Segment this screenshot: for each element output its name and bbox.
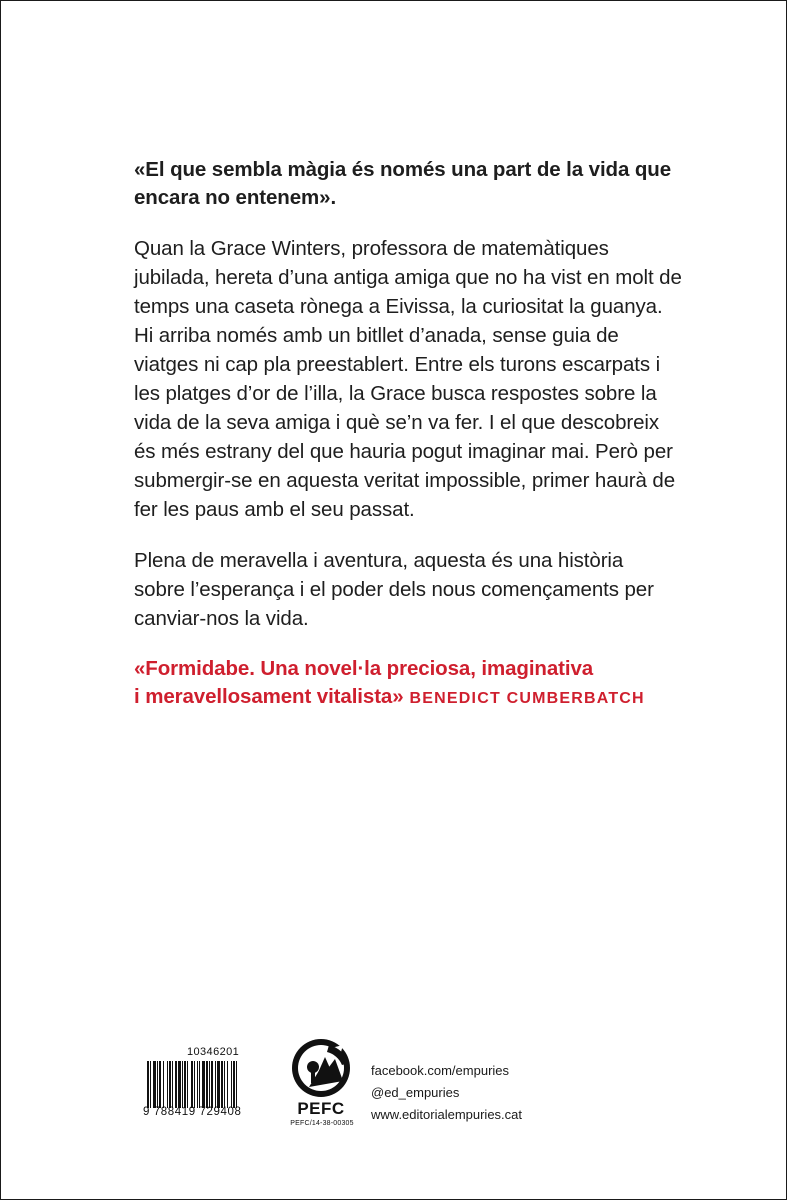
barcode-bar <box>227 1061 228 1108</box>
isbn-barcode <box>143 1046 271 1118</box>
barcode-bar <box>209 1061 210 1108</box>
barcode-bar <box>217 1061 220 1108</box>
barcode-bar <box>199 1061 200 1108</box>
barcode-bar <box>231 1061 232 1108</box>
barcode-bar <box>169 1061 171 1108</box>
paragraph-line: viatges ni cap pla preestablert. Entre els turons escarpats i <box>134 353 661 376</box>
barcode-bar <box>178 1061 181 1108</box>
barcode-bar <box>211 1061 213 1108</box>
barcode-bar <box>150 1061 151 1108</box>
barcode-bar <box>206 1061 208 1108</box>
tagline-quote <box>134 156 694 212</box>
social-handle[interactable]: @ed_empuries <box>371 1085 460 1100</box>
barcode-bar <box>175 1061 177 1108</box>
synopsis-paragraph <box>134 234 694 524</box>
barcode-bar <box>221 1061 223 1108</box>
paragraph-line: és més estrany del que hauria pogut imaginar mai. Però per <box>134 440 673 463</box>
barcode-bar <box>172 1061 173 1108</box>
pefc-logo-icon <box>289 1037 353 1099</box>
barcode-bar <box>236 1061 237 1108</box>
paragraph-line: submergir-se en aquesta veritat impossible, primer haurà de <box>134 469 676 492</box>
paragraph-line: les platges d’or de l’illa, la Grace busca respostes sobre la <box>134 382 657 405</box>
barcode-bar <box>215 1061 216 1108</box>
paragraph-line: Plena de meravella i aventura, aquesta és una història <box>134 549 624 572</box>
barcode-bar <box>159 1061 161 1108</box>
paragraph-line: temps una caseta rònega a Eivissa, la curiositat la guanya. <box>134 295 663 318</box>
closing-paragraph <box>134 546 694 633</box>
pefc-code: PEFC/14-38-00305 <box>290 1120 354 1127</box>
barcode-bar <box>153 1061 156 1108</box>
barcode-bar <box>202 1061 205 1108</box>
tagline-line: encara no entenem». <box>134 186 337 209</box>
barcode-bar <box>224 1061 225 1108</box>
website-link[interactable]: www.editorialempuries.cat <box>371 1107 523 1122</box>
paragraph-line: jubilada, hereta d’una antiga amiga que no ha vist en molt de <box>134 266 682 289</box>
isbn-number: 9 788419 729408 <box>143 1106 242 1118</box>
review-blurb <box>134 655 694 713</box>
barcode-bar <box>187 1061 188 1108</box>
pefc-certification <box>287 1037 357 1137</box>
tagline-line: «El que sembla màgia és només una part de la vida que <box>134 158 671 181</box>
paragraph-line: sobre l’esperança i el poder dels nous començaments per <box>134 578 654 601</box>
barcode-bar <box>194 1061 195 1108</box>
barcode-bar <box>182 1061 183 1108</box>
barcode-bar <box>163 1061 164 1108</box>
blurb-line: «Formidabe. Una novel·la preciosa, imaginativa <box>134 657 594 680</box>
barcode-bar <box>197 1061 198 1108</box>
paragraph-line: vida de la seva amiga i què se’n va fer. I el que descobreix <box>134 411 660 434</box>
barcode-bar <box>233 1061 235 1108</box>
publisher-contacts <box>371 1060 522 1126</box>
synopsis-block <box>134 156 694 713</box>
blurb-line-with-attribution <box>134 683 694 713</box>
paragraph-line: fer les paus amb el seu passat. <box>134 498 415 521</box>
facebook-link[interactable]: facebook.com/empuries <box>371 1063 510 1078</box>
blurb-line: i meravellosament vitalista» <box>134 685 404 708</box>
barcode-bar <box>191 1061 193 1108</box>
barcode-bar <box>184 1061 186 1108</box>
blurb-attribution: BENEDICT CUMBERBATCH <box>409 690 645 707</box>
barcode-bar <box>157 1061 158 1108</box>
paragraph-line: canviar-nos la vida. <box>134 607 309 630</box>
barcode-bar <box>147 1061 149 1108</box>
paragraph-line: Hi arriba només amb un bitllet d’anada, sense guia de <box>134 324 619 347</box>
pefc-label: PEFC <box>297 1099 345 1118</box>
paragraph-line: Quan la Grace Winters, professora de matemàtiques <box>134 237 609 260</box>
barcode-bars-icon <box>147 1061 271 1108</box>
barcode-bar <box>167 1061 168 1108</box>
product-code: 10346201 <box>187 1046 240 1058</box>
